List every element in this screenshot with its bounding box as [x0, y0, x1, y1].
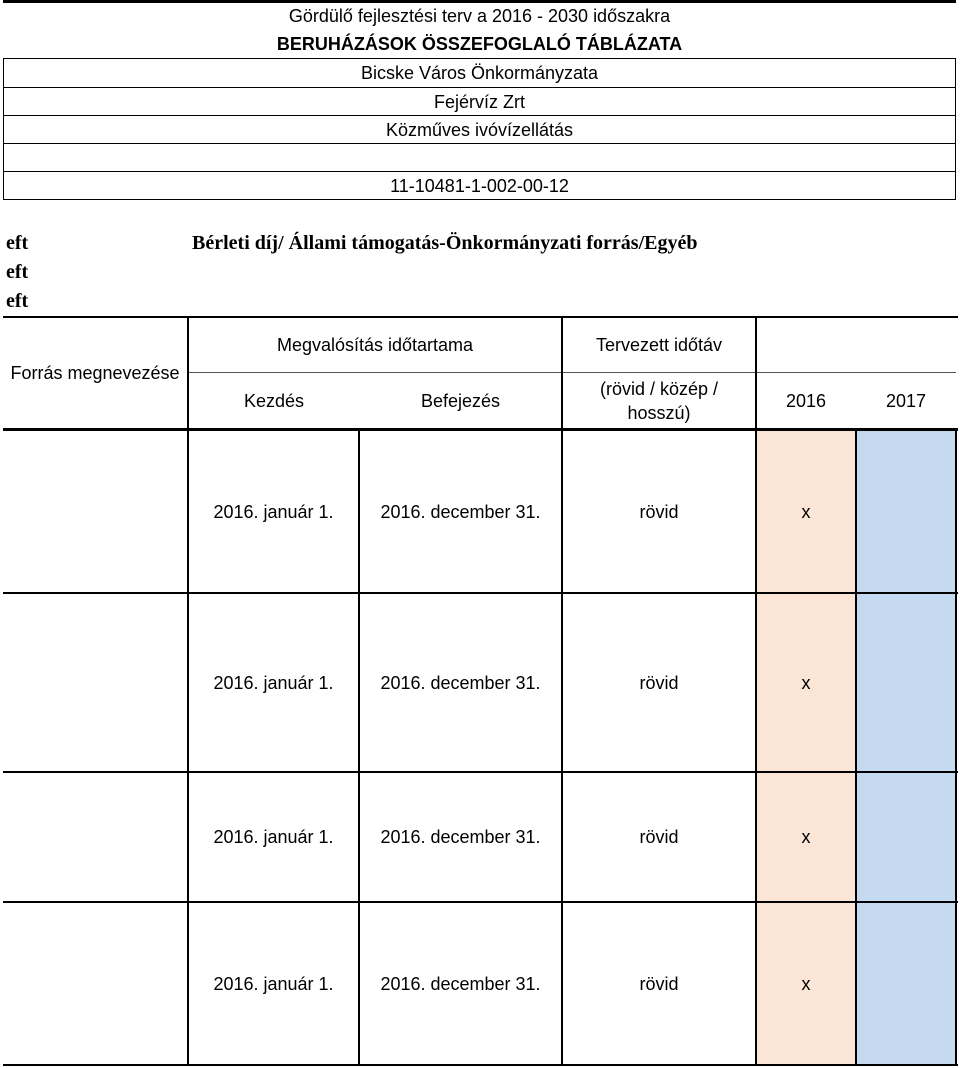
table-cell-2017 — [857, 431, 955, 592]
blank-row — [3, 144, 956, 172]
table-cell-source — [3, 431, 187, 592]
municipality-name: Bicske Város Önkormányzata — [3, 58, 956, 88]
table-cell-start: 2016. január 1. — [213, 501, 334, 522]
table-cell-end: 2016. december 31. — [380, 973, 541, 994]
table-cell-horizon: rövid — [639, 973, 679, 994]
source-name-header: Forrás megnevezése — [10, 363, 180, 383]
summary-table-title: BERUHÁZÁSOK ÖSSZEFOGLALÓ TÁBLÁZATA — [276, 34, 683, 54]
table-cell-2017 — [857, 594, 955, 771]
table-cell-start: 2016. január 1. — [213, 672, 334, 693]
project-code: 11-10481-1-002-00-12 — [3, 172, 956, 200]
year-header-2017: 2017 — [885, 390, 927, 411]
table-cell-end: 2016. december 31. — [380, 672, 541, 693]
table-cell-2016: x — [801, 973, 811, 994]
column-divider — [955, 430, 957, 1066]
operator-name: Fejérvíz Zrt — [3, 88, 956, 116]
table-cell-start: 2016. január 1. — [213, 827, 334, 847]
table-cell-horizon: rövid — [639, 501, 679, 522]
unit-label: eft — [6, 261, 29, 283]
service-name: Közműves ivóvízellátás — [3, 116, 956, 144]
table-cell-2016: x — [801, 501, 811, 522]
table-cell-start: 2016. január 1. — [213, 973, 334, 994]
horizon-subheader: (rövid / közép / hosszú) — [599, 378, 719, 423]
funding-source-note: Bérleti díj/ Állami támogatás-Önkormányzati forrás/Egyéb — [192, 232, 698, 254]
start-header: Kezdés — [243, 390, 305, 411]
unit-label: eft — [6, 290, 29, 312]
table-cell-2016: x — [801, 672, 811, 693]
unit-label: eft — [6, 232, 29, 254]
table-cell-source — [3, 773, 187, 901]
table-cell-2017 — [857, 903, 955, 1064]
table-cell-horizon: rövid — [639, 827, 679, 847]
table-cell-2016: x — [801, 827, 811, 847]
duration-header: Megvalósítás időtartama — [276, 335, 474, 355]
table-cell-source — [3, 903, 187, 1064]
table-cell-2017 — [857, 773, 955, 901]
table-cell-end: 2016. december 31. — [380, 827, 541, 847]
table-bottom-border — [3, 1064, 958, 1066]
year-header-2016: 2016 — [785, 390, 827, 411]
table-cell-horizon: rövid — [639, 672, 679, 693]
table-cell-end: 2016. december 31. — [380, 501, 541, 522]
horizon-header: Tervezett időtáv — [595, 335, 723, 355]
plan-title: Gördülő fejlesztési terv a 2016 - 2030 időszakra — [288, 6, 671, 26]
table-cell-source — [3, 594, 187, 771]
end-header: Befejezés — [420, 390, 501, 411]
